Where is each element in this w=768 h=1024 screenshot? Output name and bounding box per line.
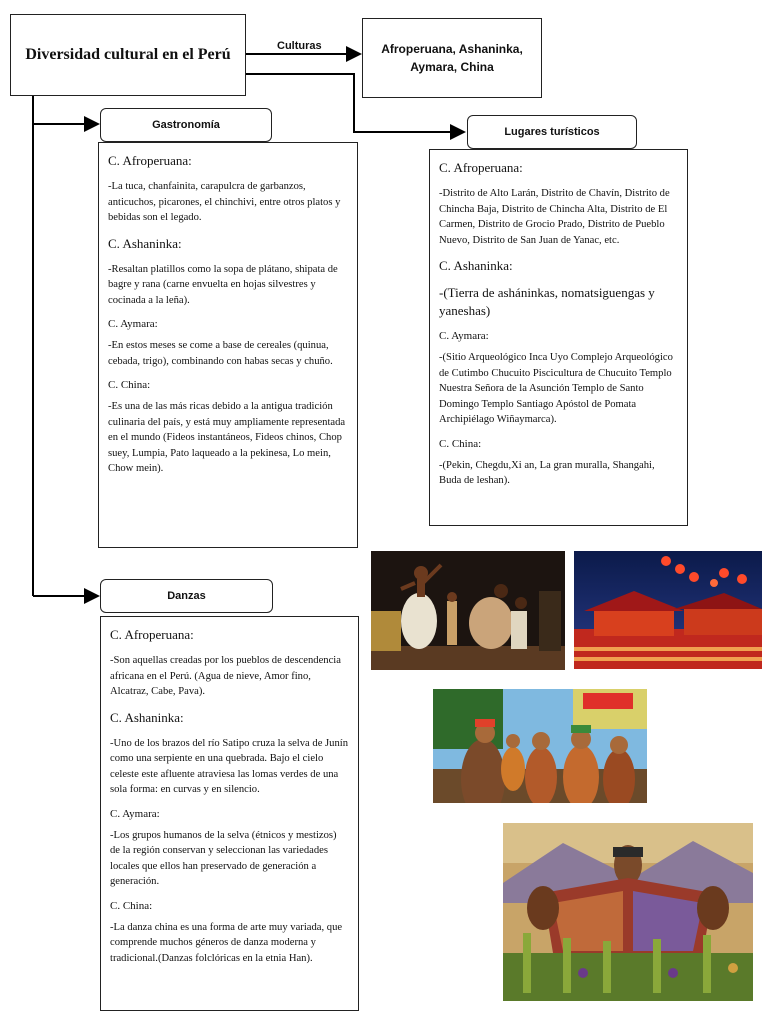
lugares-text-afro: -Distrito de Alto Larán, Distrito de Chavín, Distrito de Chincha Baja, Distrito de Chincha Alta, Distrito de El Carmen, Distrito de Grocio Prado, Distrito de Pueblo Nuevo, Distrito de San Juan de Yanac, etc. [439,188,670,246]
gastronomia-text-china: -Es una de las más ricas debido a la antigua tradición culinaria del país, y está muy ampliamente representada en el mundo (Fideos instantáneos, Fideos chinos, Chop suey, Lumpia, Pato laqueado a la pekinesa, Lo mein, Chow mein). [108,401,346,474]
danzas-heading-afro: C. Afroperuana: [110,627,194,642]
aymara-painting-photo [503,823,753,1001]
danzas-text-afro: -Son aquellas creadas por los pueblos de descendencia africana en el Perú. (Agua de nieve, Amor fino, Alcatraz, Cabe, Pava). [110,655,341,697]
gastronomia-label-box [100,108,272,142]
danzas-label: Danzas [167,590,206,602]
lugares-heading-ashaninka: C. Ashaninka: [439,258,513,273]
gastronomia-box [98,142,358,548]
china-temple-photo [574,551,762,669]
gastronomia-label: Gastronomía [152,119,220,131]
lugares-text-aymara: -(Sitio Arqueológico Inca Uyo Complejo Arqueológico de Cutimbo Chucuito Piscicultura de Chucuito Templo Nuestra Señora de la Asunción Templo de Santo Domingo Templo Santiago Apóstol de Pomata Archipiélago Wiñaymarca). [439,352,673,425]
danzas-heading-aymara: C. Aymara: [110,807,160,820]
danzas-text-china: -La danza china es una forma de arte muy variada, que comprende muchos géneros de danza moderna y tradicional.(Danzas folclóricas en la etnia Han). [110,921,343,964]
lugares-heading-aymara: C. Aymara: [439,330,489,342]
ashaninka-people-photo [433,689,647,803]
lugares-label-box [467,115,637,149]
lugares-text-ashaninka: -(Tierra de asháninkas, nomatsiguengas y yaneshas) [439,285,655,318]
cultures-text: Afroperuana, Ashaninka, Aymara, China [381,42,523,74]
cultures-box [362,18,542,98]
gastronomia-text-aymara: -En estos meses se come a base de cereales (quinua, cebada, trigo), combinando con habas secas y chuño. [108,340,333,367]
danzas-text-ashaninka: -Uno de los brazos del río Satipo cruza la selva de Junín como una serpiente en una quebrada. Bajo el cielo celeste este afluente atraviesa las lomas verdes de una sola forma: en curvas y en silencio. [110,737,348,795]
danzas-text-aymara: -Los grupos humanos de la selva (étnicos y mestizos) de la región conservan y seleccionan las variedades locales que ellos han preservado de generación a generación. [110,829,337,887]
gastronomia-text-afro: -La tuca, chanfainita, carapulcra de garbanzos, anticuchos, picarones, el chinchivi, entre otros platos y bebidas son el legado. [108,181,341,223]
danzas-box [100,616,359,1011]
lugares-text-china: -(Pekin, Chegdu,Xi an, La gran muralla, Shangahi, Buda de leshan). [439,459,655,486]
danzas-heading-ashaninka: C. Ashaninka: [110,709,184,725]
lugares-box [429,149,688,526]
title-box [10,14,246,96]
lugares-heading-afro: C. Afroperuana: [439,160,523,175]
lugares-heading-china: C. China: [439,437,482,450]
danzas-label-box [100,579,273,613]
edge-label-culturas: Culturas [277,40,322,52]
gastronomia-heading-china: C. China: [108,379,151,391]
danzas-heading-china: C. China: [110,899,153,912]
lugares-label: Lugares turísticos [504,126,600,138]
afro-dance-photo [371,551,565,670]
gastronomia-heading-ashaninka: C. Ashaninka: [108,235,182,251]
gastronomia-heading-aymara: C. Aymara: [108,318,158,330]
gastronomia-heading-afro: C. Afroperuana: [108,153,192,168]
page-title: Diversidad cultural en el Perú [25,46,231,63]
gastronomia-text-ashaninka: -Resaltan platillos como la sopa de plátano, shipata de bagre y rana (carne envuelta en hojas silvestres y cocinada a la leña). [108,263,338,306]
